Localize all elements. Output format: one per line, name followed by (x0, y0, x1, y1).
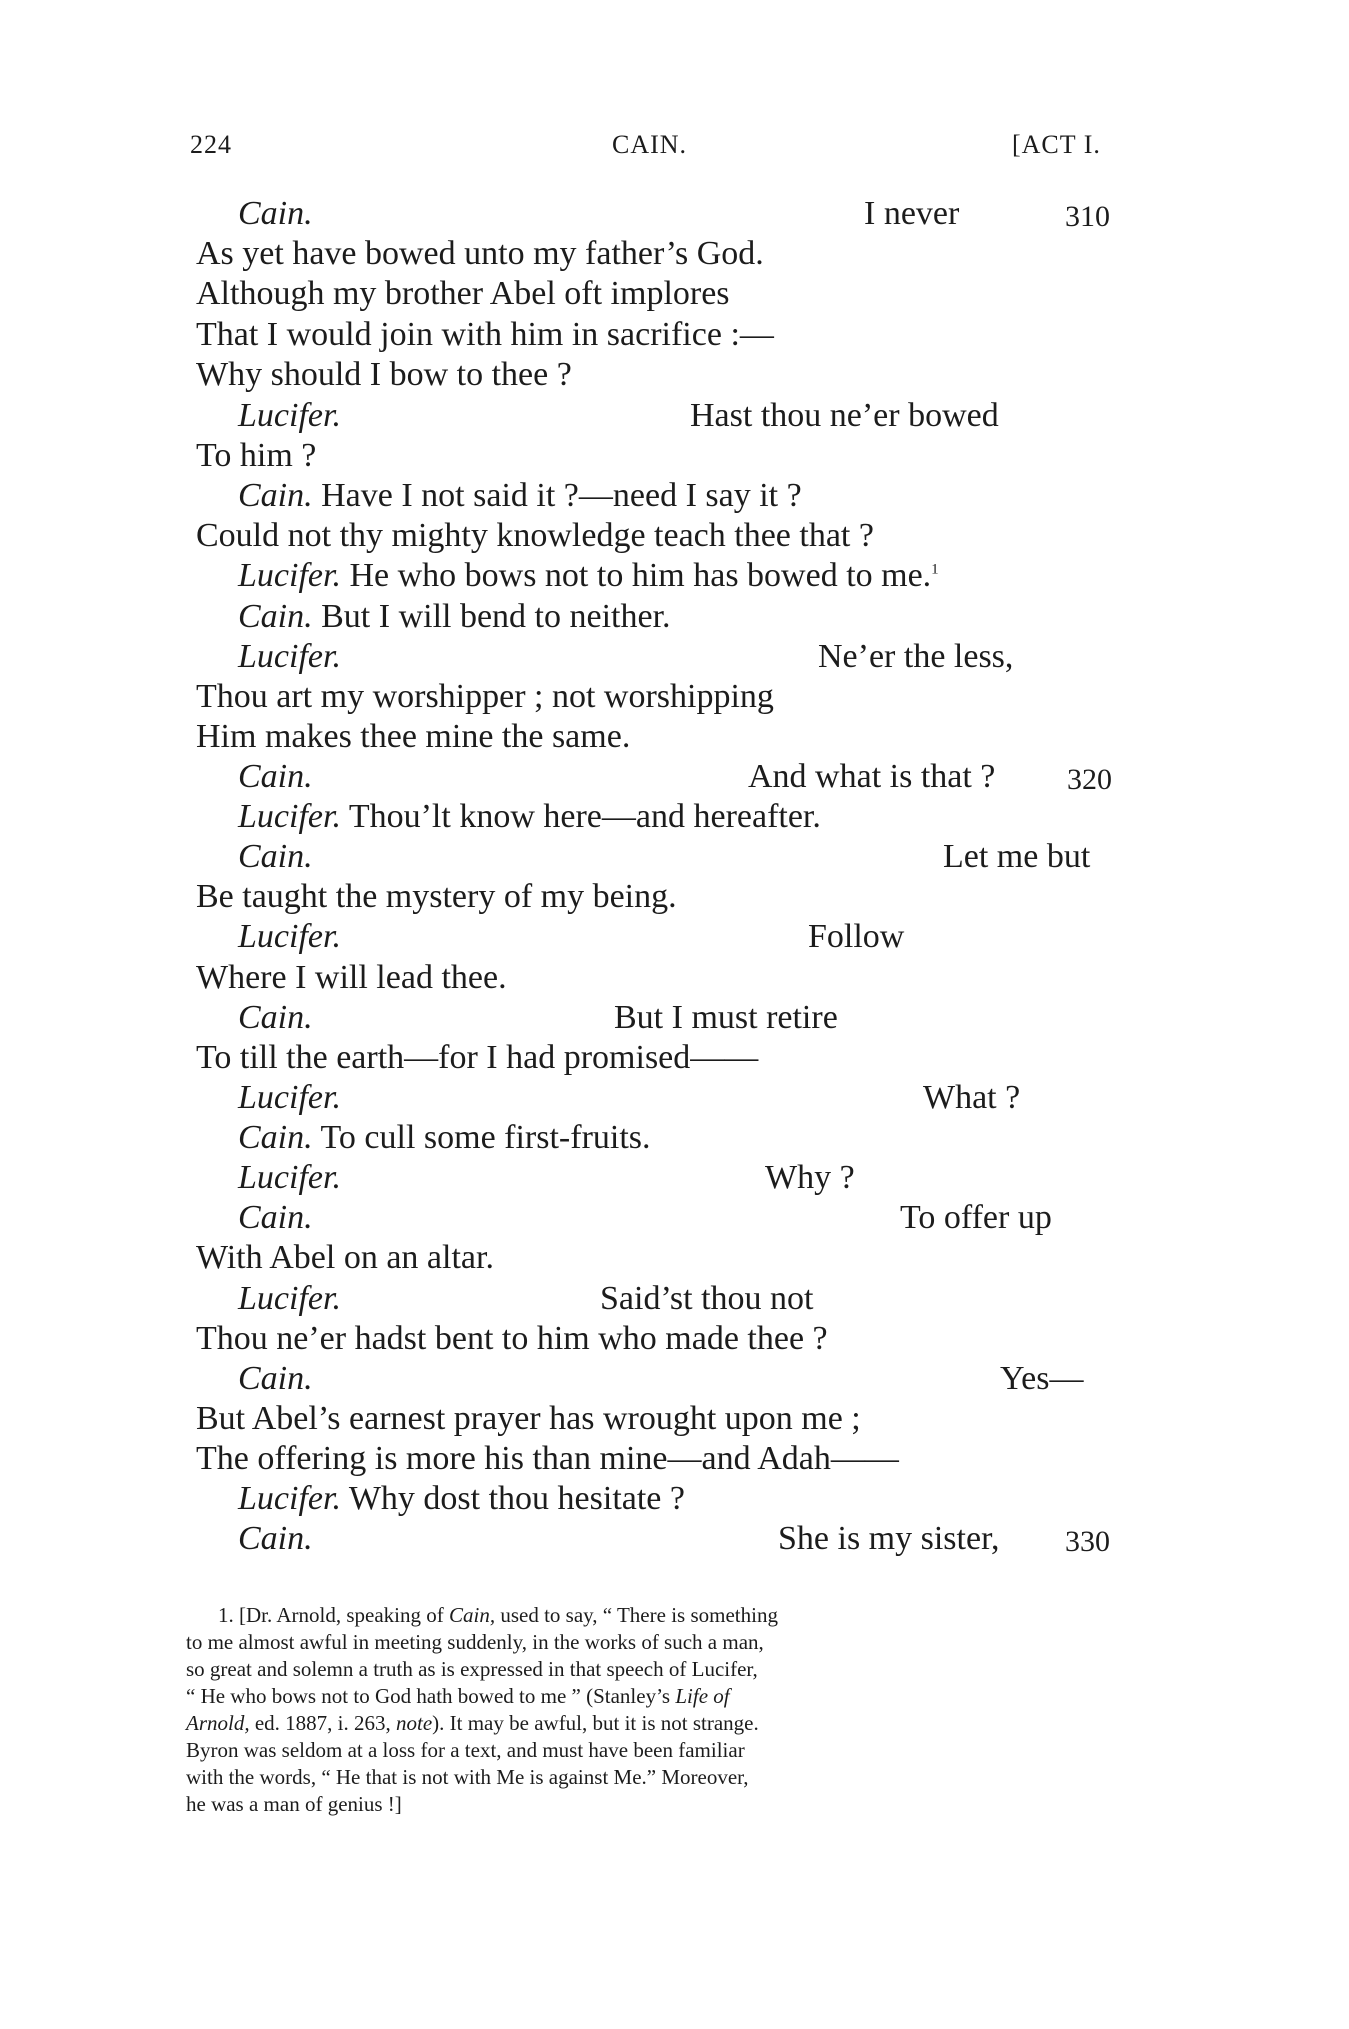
footnote-text: ed. 1887, i. 263, (249, 1711, 396, 1735)
verse-line: Could not thy mighty knowledge teach thee that ? (196, 517, 874, 554)
line-text: He who bows not to him has bowed to me. (349, 557, 932, 594)
verse-line: Follow (808, 918, 905, 955)
footnote-line: with the words, “ He that is not with Me is against Me.” Moreover, (186, 1765, 749, 1789)
footnote-line: Byron was seldom at a loss for a text, and must have been familiar (186, 1738, 745, 1762)
verse-line: As yet have bowed unto my father’s God. (196, 235, 764, 272)
verse-line: But Abel’s earnest prayer has wrought upon me ; (196, 1400, 861, 1437)
line-number: 310 (1065, 200, 1110, 233)
verse-line: Yes— (1000, 1360, 1084, 1397)
speaker-name: Lucifer. (238, 638, 341, 675)
verse-line (238, 1121, 651, 1155)
footnote-text: “ He who bows not to God hath bowed to me ” (Stanley’s (186, 1684, 676, 1708)
speaker-name: Cain. (238, 1360, 313, 1397)
footnote-line: so great and solemn a truth as is expressed in that speech of Lucifer, (186, 1657, 758, 1681)
footnote-line (218, 1605, 778, 1626)
speaker-name: Cain. (238, 195, 313, 232)
verse-line: But I must retire (614, 999, 838, 1036)
verse-line (238, 1482, 685, 1516)
verse-line (238, 1161, 341, 1195)
verse-line: Him makes thee mine the same. (196, 718, 631, 755)
verse-line (238, 479, 802, 513)
speaker-name: Lucifer. (238, 1159, 341, 1196)
footnote-italic: Life of (675, 1684, 730, 1708)
verse-line: Thou ne’er hadst bent to him who made thee ? (196, 1320, 828, 1357)
speaker-name: Cain. (238, 477, 313, 514)
page-number: 224 (190, 130, 232, 159)
verse-line: Let me but (943, 838, 1091, 875)
speaker-name: Lucifer. (238, 1280, 341, 1317)
verse-line: Why ? (765, 1159, 855, 1196)
speaker-name: Lucifer. (238, 1079, 341, 1116)
verse-line (238, 1362, 313, 1396)
verse-line: The offering is more his than mine—and Adah—— (196, 1440, 899, 1477)
verse-line (238, 399, 341, 433)
verse-line: Said’st thou not (600, 1280, 814, 1317)
speaker-name: Lucifer. (238, 918, 341, 955)
speaker-name: Cain. (238, 1119, 313, 1156)
speaker-name: Lucifer. (238, 557, 341, 594)
footnote-text: used to say, “ There is something (495, 1603, 778, 1627)
verse-line: Be taught the mystery of my being. (196, 878, 677, 915)
verse-line: To till the earth—for I had promised—— (196, 1039, 759, 1076)
speaker-name: Cain. (238, 758, 313, 795)
verse-line: Thou art my worshipper ; not worshipping (196, 678, 774, 715)
speaker-name: Cain. (238, 1199, 313, 1236)
verse-line: What ? (923, 1079, 1021, 1116)
speaker-name: Lucifer. (238, 397, 341, 434)
verse-line: With Abel on an altar. (196, 1239, 494, 1276)
speaker-name: Cain. (238, 598, 313, 635)
verse-line: And what is that ? (748, 758, 996, 795)
line-text: Thou’lt know here—and hereafter. (348, 798, 821, 835)
footnote-italic: Arnold, (186, 1711, 250, 1735)
verse-line (238, 600, 671, 634)
verse-line: To offer up (900, 1199, 1052, 1236)
verse-line (238, 197, 313, 231)
verse-line (238, 559, 939, 593)
verse-line: That I would join with him in sacrifice :— (196, 316, 774, 353)
footnote-line: to me almost awful in meeting suddenly, in the works of such a man, (186, 1630, 764, 1654)
verse-line (238, 1522, 313, 1556)
line-number: 330 (1065, 1525, 1110, 1558)
footnote-italic: Cain, (448, 1603, 496, 1627)
act-label: [ACT I. (1012, 130, 1101, 159)
verse-line: She is my sister, (778, 1520, 1000, 1557)
verse-line (238, 1282, 341, 1316)
footnote-italic: note (396, 1711, 433, 1735)
verse-line (238, 1201, 313, 1235)
speaker-name: Cain. (238, 1520, 313, 1557)
line-text: To cull some first-fruits. (320, 1119, 651, 1156)
verse-line (238, 760, 313, 794)
footnote-line (186, 1713, 759, 1734)
verse-line (238, 1001, 313, 1035)
verse-line (864, 197, 959, 231)
verse-line: Why should I bow to thee ? (196, 356, 572, 393)
verse-line (238, 1081, 341, 1115)
verse-line: To him ? (196, 437, 317, 474)
verse-line (238, 640, 341, 674)
footnote-marker: 1 (931, 561, 939, 578)
speaker-name: Lucifer. (238, 798, 341, 835)
footnote-text: ). It may be awful, but it is not strange. (432, 1711, 759, 1735)
line-text: Why dost thou hesitate ? (348, 1480, 685, 1517)
verse-line: Where I will lead thee. (196, 959, 507, 996)
line-text: I never (864, 195, 960, 232)
running-title: CAIN. (612, 130, 688, 159)
speaker-name: Cain. (238, 999, 313, 1036)
verse-line: Ne’er the less, (818, 638, 1014, 675)
line-number: 320 (1067, 763, 1112, 796)
verse-line: Hast thou ne’er bowed (690, 397, 999, 434)
footnote-line (186, 1686, 730, 1707)
verse-line: Although my brother Abel oft implores (196, 275, 730, 312)
speaker-name: Cain. (238, 838, 313, 875)
footnote-line: he was a man of genius !] (186, 1792, 402, 1816)
verse-line (238, 800, 821, 834)
verse-line (238, 920, 341, 954)
footnote-text: 1. [Dr. Arnold, speaking of (218, 1603, 449, 1627)
speaker-name: Lucifer. (238, 1480, 341, 1517)
line-text: But I will bend to neither. (321, 598, 671, 635)
line-text: Have I not said it ?—need I say it ? (321, 477, 802, 514)
verse-line (238, 840, 313, 874)
